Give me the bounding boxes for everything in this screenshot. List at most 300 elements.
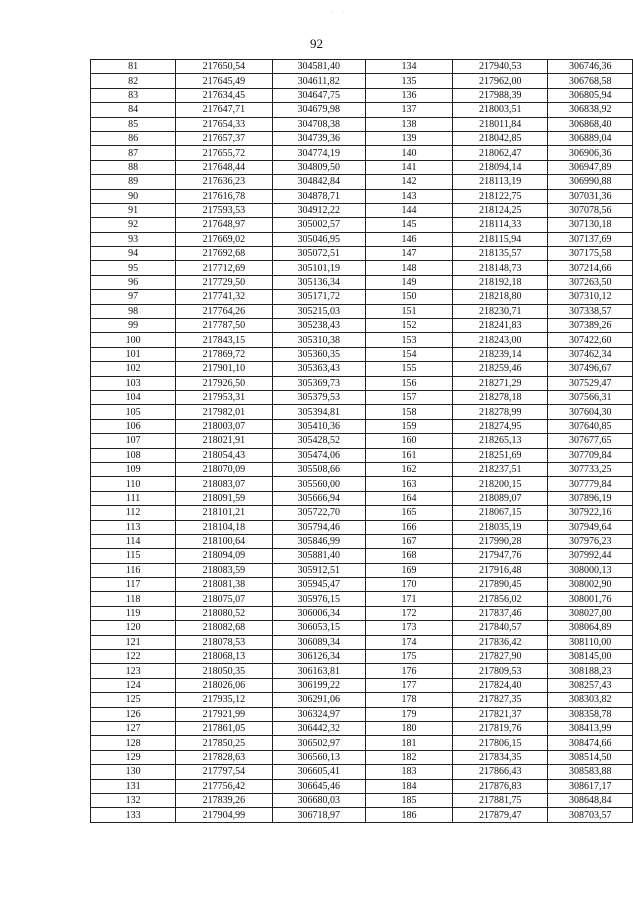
y-coordinate-cell: 305881,40 [272, 549, 365, 563]
point-number-cell: 117 [91, 578, 176, 592]
y-coordinate-cell: 306502,97 [272, 736, 365, 750]
table-row [91, 175, 633, 189]
point-number-cell: 134 [365, 60, 452, 74]
x-coordinate-cell: 217982,01 [176, 405, 272, 419]
x-coordinate-cell: 217827,35 [453, 693, 548, 707]
x-coordinate-cell: 217648,97 [176, 218, 272, 232]
x-coordinate-cell: 217953,31 [176, 390, 272, 404]
x-coordinate-cell: 217834,35 [453, 750, 548, 764]
point-number-cell: 172 [365, 606, 452, 620]
point-number-cell: 158 [365, 405, 452, 419]
y-coordinate-cell: 308001,76 [548, 592, 633, 606]
x-coordinate-cell: 217669,02 [176, 232, 272, 246]
x-coordinate-cell: 217988,39 [453, 88, 548, 102]
y-coordinate-cell: 304647,75 [272, 88, 365, 102]
y-coordinate-cell: 305171,72 [272, 290, 365, 304]
x-coordinate-cell: 217940,53 [453, 60, 548, 74]
point-number-cell: 94 [91, 247, 176, 261]
point-number-cell: 89 [91, 175, 176, 189]
y-coordinate-cell: 304581,40 [272, 60, 365, 74]
table-row [91, 635, 633, 649]
point-number-cell: 105 [91, 405, 176, 419]
y-coordinate-cell: 305945,47 [272, 578, 365, 592]
point-number-cell: 184 [365, 779, 452, 793]
y-coordinate-cell: 306006,34 [272, 606, 365, 620]
x-coordinate-cell: 217890,45 [453, 578, 548, 592]
table-row [91, 750, 633, 764]
coordinates-table-body [91, 60, 633, 823]
point-number-cell: 171 [365, 592, 452, 606]
table-row [91, 117, 633, 131]
y-coordinate-cell: 308257,43 [548, 678, 633, 692]
y-coordinate-cell: 306126,34 [272, 650, 365, 664]
point-number-cell: 129 [91, 750, 176, 764]
point-number-cell: 180 [365, 721, 452, 735]
point-number-cell: 163 [365, 477, 452, 491]
point-number-cell: 143 [365, 189, 452, 203]
y-coordinate-cell: 304611,82 [272, 74, 365, 88]
table-row [91, 434, 633, 448]
point-number-cell: 179 [365, 707, 452, 721]
point-number-cell: 126 [91, 707, 176, 721]
y-coordinate-cell: 305666,94 [272, 491, 365, 505]
y-coordinate-cell: 307604,30 [548, 405, 633, 419]
table-row [91, 290, 633, 304]
x-coordinate-cell: 218251,69 [453, 448, 548, 462]
point-number-cell: 88 [91, 160, 176, 174]
x-coordinate-cell: 218265,13 [453, 434, 548, 448]
point-number-cell: 177 [365, 678, 452, 692]
x-coordinate-cell: 217634,45 [176, 88, 272, 102]
y-coordinate-cell: 306645,46 [272, 779, 365, 793]
x-coordinate-cell: 218274,95 [453, 419, 548, 433]
y-coordinate-cell: 306768,58 [548, 74, 633, 88]
table-row [91, 275, 633, 289]
x-coordinate-cell: 218026,06 [176, 678, 272, 692]
x-coordinate-cell: 217901,10 [176, 362, 272, 376]
y-coordinate-cell: 305394,81 [272, 405, 365, 419]
y-coordinate-cell: 307677,65 [548, 434, 633, 448]
point-number-cell: 132 [91, 793, 176, 807]
y-coordinate-cell: 305794,46 [272, 520, 365, 534]
point-number-cell: 182 [365, 750, 452, 764]
x-coordinate-cell: 218148,73 [453, 261, 548, 275]
x-coordinate-cell: 217787,50 [176, 319, 272, 333]
x-coordinate-cell: 218241,83 [453, 319, 548, 333]
table-row [91, 74, 633, 88]
x-coordinate-cell: 218113,19 [453, 175, 548, 189]
point-number-cell: 86 [91, 131, 176, 145]
y-coordinate-cell: 308617,17 [548, 779, 633, 793]
x-coordinate-cell: 217861,05 [176, 721, 272, 735]
y-coordinate-cell: 306605,41 [272, 765, 365, 779]
point-number-cell: 174 [365, 635, 452, 649]
y-coordinate-cell: 305846,99 [272, 534, 365, 548]
point-number-cell: 167 [365, 534, 452, 548]
y-coordinate-cell: 306805,94 [548, 88, 633, 102]
table-row [91, 793, 633, 807]
y-coordinate-cell: 307733,25 [548, 462, 633, 476]
y-coordinate-cell: 304679,98 [272, 103, 365, 117]
x-coordinate-cell: 218200,15 [453, 477, 548, 491]
x-coordinate-cell: 217921,99 [176, 707, 272, 721]
x-coordinate-cell: 217593,53 [176, 203, 272, 217]
table-row [91, 304, 633, 318]
point-number-cell: 142 [365, 175, 452, 189]
table-row [91, 146, 633, 160]
point-number-cell: 165 [365, 506, 452, 520]
point-number-cell: 85 [91, 117, 176, 131]
y-coordinate-cell: 306163,81 [272, 664, 365, 678]
point-number-cell: 83 [91, 88, 176, 102]
y-coordinate-cell: 305722,70 [272, 506, 365, 520]
y-coordinate-cell: 308188,23 [548, 664, 633, 678]
table-row [91, 362, 633, 376]
y-coordinate-cell: 307214,66 [548, 261, 633, 275]
x-coordinate-cell: 218083,59 [176, 563, 272, 577]
x-coordinate-cell: 217935,12 [176, 693, 272, 707]
x-coordinate-cell: 218122,75 [453, 189, 548, 203]
point-number-cell: 115 [91, 549, 176, 563]
point-number-cell: 175 [365, 650, 452, 664]
x-coordinate-cell: 218054,43 [176, 448, 272, 462]
y-coordinate-cell: 307640,85 [548, 419, 633, 433]
table-row [91, 60, 633, 74]
x-coordinate-cell: 218003,07 [176, 419, 272, 433]
y-coordinate-cell: 307922,16 [548, 506, 633, 520]
point-number-cell: 136 [365, 88, 452, 102]
x-coordinate-cell: 218271,29 [453, 376, 548, 390]
point-number-cell: 138 [365, 117, 452, 131]
table-row [91, 592, 633, 606]
point-number-cell: 107 [91, 434, 176, 448]
y-coordinate-cell: 306718,97 [272, 808, 365, 822]
y-coordinate-cell: 307137,69 [548, 232, 633, 246]
table-row [91, 650, 633, 664]
y-coordinate-cell: 308110,00 [548, 635, 633, 649]
y-coordinate-cell: 304708,38 [272, 117, 365, 131]
y-coordinate-cell: 305360,35 [272, 347, 365, 361]
point-number-cell: 156 [365, 376, 452, 390]
table-row [91, 376, 633, 390]
x-coordinate-cell: 218259,46 [453, 362, 548, 376]
y-coordinate-cell: 305002,57 [272, 218, 365, 232]
y-coordinate-cell: 304739,36 [272, 131, 365, 145]
table-row [91, 563, 633, 577]
x-coordinate-cell: 218021,91 [176, 434, 272, 448]
table-row [91, 491, 633, 505]
y-coordinate-cell: 306324,97 [272, 707, 365, 721]
y-coordinate-cell: 307389,26 [548, 319, 633, 333]
x-coordinate-cell: 217712,69 [176, 261, 272, 275]
table-row [91, 765, 633, 779]
y-coordinate-cell: 308000,13 [548, 563, 633, 577]
x-coordinate-cell: 217843,15 [176, 333, 272, 347]
table-row [91, 261, 633, 275]
point-number-cell: 109 [91, 462, 176, 476]
y-coordinate-cell: 305072,51 [272, 247, 365, 261]
point-number-cell: 157 [365, 390, 452, 404]
x-coordinate-cell: 218237,51 [453, 462, 548, 476]
point-number-cell: 139 [365, 131, 452, 145]
x-coordinate-cell: 217729,50 [176, 275, 272, 289]
table-row [91, 477, 633, 491]
y-coordinate-cell: 305101,19 [272, 261, 365, 275]
y-coordinate-cell: 305474,06 [272, 448, 365, 462]
point-number-cell: 150 [365, 290, 452, 304]
x-coordinate-cell: 217876,83 [453, 779, 548, 793]
x-coordinate-cell: 217648,44 [176, 160, 272, 174]
x-coordinate-cell: 217650,54 [176, 60, 272, 74]
y-coordinate-cell: 305912,51 [272, 563, 365, 577]
x-coordinate-cell: 218100,64 [176, 534, 272, 548]
point-number-cell: 100 [91, 333, 176, 347]
table-row [91, 693, 633, 707]
point-number-cell: 130 [91, 765, 176, 779]
coordinates-table [90, 59, 633, 823]
x-coordinate-cell: 217806,15 [453, 736, 548, 750]
x-coordinate-cell: 218115,94 [453, 232, 548, 246]
x-coordinate-cell: 217926,50 [176, 376, 272, 390]
point-number-cell: 128 [91, 736, 176, 750]
point-number-cell: 152 [365, 319, 452, 333]
point-number-cell: 92 [91, 218, 176, 232]
y-coordinate-cell: 306291,06 [272, 693, 365, 707]
y-coordinate-cell: 304842,84 [272, 175, 365, 189]
table-row [91, 419, 633, 433]
point-number-cell: 96 [91, 275, 176, 289]
point-number-cell: 149 [365, 275, 452, 289]
point-number-cell: 162 [365, 462, 452, 476]
x-coordinate-cell: 218082,68 [176, 621, 272, 635]
y-coordinate-cell: 305369,73 [272, 376, 365, 390]
point-number-cell: 113 [91, 520, 176, 534]
table-row [91, 534, 633, 548]
x-coordinate-cell: 218101,21 [176, 506, 272, 520]
x-coordinate-cell: 218218,80 [453, 290, 548, 304]
y-coordinate-cell: 307031,36 [548, 189, 633, 203]
table-row [91, 88, 633, 102]
y-coordinate-cell: 305428,52 [272, 434, 365, 448]
x-coordinate-cell: 217879,47 [453, 808, 548, 822]
x-coordinate-cell: 218094,09 [176, 549, 272, 563]
y-coordinate-cell: 307175,58 [548, 247, 633, 261]
y-coordinate-cell: 306838,92 [548, 103, 633, 117]
point-number-cell: 123 [91, 664, 176, 678]
table-row [91, 203, 633, 217]
point-number-cell: 110 [91, 477, 176, 491]
y-coordinate-cell: 306906,36 [548, 146, 633, 160]
x-coordinate-cell: 217856,02 [453, 592, 548, 606]
x-coordinate-cell: 218067,15 [453, 506, 548, 520]
x-coordinate-cell: 217839,26 [176, 793, 272, 807]
table-row [91, 664, 633, 678]
y-coordinate-cell: 307422,60 [548, 333, 633, 347]
y-coordinate-cell: 305238,43 [272, 319, 365, 333]
x-coordinate-cell: 218011,84 [453, 117, 548, 131]
x-coordinate-cell: 218081,38 [176, 578, 272, 592]
point-number-cell: 183 [365, 765, 452, 779]
y-coordinate-cell: 306889,04 [548, 131, 633, 145]
x-coordinate-cell: 217840,57 [453, 621, 548, 635]
point-number-cell: 154 [365, 347, 452, 361]
point-number-cell: 118 [91, 592, 176, 606]
y-coordinate-cell: 307992,44 [548, 549, 633, 563]
y-coordinate-cell: 306442,32 [272, 721, 365, 735]
x-coordinate-cell: 218278,99 [453, 405, 548, 419]
y-coordinate-cell: 308145,00 [548, 650, 633, 664]
x-coordinate-cell: 218104,18 [176, 520, 272, 534]
y-coordinate-cell: 304878,71 [272, 189, 365, 203]
x-coordinate-cell: 217819,76 [453, 721, 548, 735]
y-coordinate-cell: 307496,67 [548, 362, 633, 376]
table-row [91, 678, 633, 692]
table-row [91, 218, 633, 232]
table-row [91, 578, 633, 592]
point-number-cell: 82 [91, 74, 176, 88]
point-number-cell: 95 [91, 261, 176, 275]
y-coordinate-cell: 306089,34 [272, 635, 365, 649]
point-number-cell: 141 [365, 160, 452, 174]
point-number-cell: 114 [91, 534, 176, 548]
point-number-cell: 176 [365, 664, 452, 678]
y-coordinate-cell: 308413,99 [548, 721, 633, 735]
point-number-cell: 133 [91, 808, 176, 822]
x-coordinate-cell: 218070,09 [176, 462, 272, 476]
y-coordinate-cell: 307896,19 [548, 491, 633, 505]
point-number-cell: 99 [91, 319, 176, 333]
point-number-cell: 145 [365, 218, 452, 232]
table-row [91, 779, 633, 793]
point-number-cell: 121 [91, 635, 176, 649]
point-number-cell: 159 [365, 419, 452, 433]
y-coordinate-cell: 308358,78 [548, 707, 633, 721]
y-coordinate-cell: 304809,50 [272, 160, 365, 174]
y-coordinate-cell: 308514,50 [548, 750, 633, 764]
point-number-cell: 104 [91, 390, 176, 404]
table-row [91, 621, 633, 635]
y-coordinate-cell: 308703,57 [548, 808, 633, 822]
x-coordinate-cell: 217636,23 [176, 175, 272, 189]
y-coordinate-cell: 306680,03 [272, 793, 365, 807]
table-row [91, 347, 633, 361]
x-coordinate-cell: 217904,99 [176, 808, 272, 822]
y-coordinate-cell: 307566,31 [548, 390, 633, 404]
point-number-cell: 140 [365, 146, 452, 160]
y-coordinate-cell: 306990,88 [548, 175, 633, 189]
x-coordinate-cell: 218035,19 [453, 520, 548, 534]
y-coordinate-cell: 307709,84 [548, 448, 633, 462]
table-row [91, 520, 633, 534]
x-coordinate-cell: 218192,18 [453, 275, 548, 289]
x-coordinate-cell: 218083,07 [176, 477, 272, 491]
x-coordinate-cell: 217797,54 [176, 765, 272, 779]
x-coordinate-cell: 217962,00 [453, 74, 548, 88]
point-number-cell: 124 [91, 678, 176, 692]
point-number-cell: 91 [91, 203, 176, 217]
y-coordinate-cell: 304774,19 [272, 146, 365, 160]
point-number-cell: 135 [365, 74, 452, 88]
x-coordinate-cell: 218089,07 [453, 491, 548, 505]
y-coordinate-cell: 307130,18 [548, 218, 633, 232]
point-number-cell: 101 [91, 347, 176, 361]
x-coordinate-cell: 217657,37 [176, 131, 272, 145]
x-coordinate-cell: 218114,33 [453, 218, 548, 232]
table-row [91, 549, 633, 563]
table-row [91, 405, 633, 419]
point-number-cell: 81 [91, 60, 176, 74]
point-number-cell: 151 [365, 304, 452, 318]
page-number: 92 [310, 36, 323, 51]
x-coordinate-cell: 218124,25 [453, 203, 548, 217]
x-coordinate-cell: 217764,26 [176, 304, 272, 318]
y-coordinate-cell: 306947,89 [548, 160, 633, 174]
point-number-cell: 112 [91, 506, 176, 520]
x-coordinate-cell: 218062,47 [453, 146, 548, 160]
x-coordinate-cell: 218003,51 [453, 103, 548, 117]
y-coordinate-cell: 307310,12 [548, 290, 633, 304]
y-coordinate-cell: 305410,36 [272, 419, 365, 433]
y-coordinate-cell: 307462,34 [548, 347, 633, 361]
point-number-cell: 147 [365, 247, 452, 261]
point-number-cell: 186 [365, 808, 452, 822]
point-number-cell: 168 [365, 549, 452, 563]
y-coordinate-cell: 305046,95 [272, 232, 365, 246]
point-number-cell: 98 [91, 304, 176, 318]
y-coordinate-cell: 305560,00 [272, 477, 365, 491]
point-number-cell: 160 [365, 434, 452, 448]
point-number-cell: 153 [365, 333, 452, 347]
point-number-cell: 90 [91, 189, 176, 203]
point-number-cell: 161 [365, 448, 452, 462]
y-coordinate-cell: 305215,03 [272, 304, 365, 318]
x-coordinate-cell: 217916,48 [453, 563, 548, 577]
table-row [91, 247, 633, 261]
point-number-cell: 84 [91, 103, 176, 117]
y-coordinate-cell: 307949,64 [548, 520, 633, 534]
y-coordinate-cell: 308002,90 [548, 578, 633, 592]
y-coordinate-cell: 307779,84 [548, 477, 633, 491]
point-number-cell: 87 [91, 146, 176, 160]
point-number-cell: 181 [365, 736, 452, 750]
y-coordinate-cell: 306560,13 [272, 750, 365, 764]
x-coordinate-cell: 217645,49 [176, 74, 272, 88]
x-coordinate-cell: 217692,68 [176, 247, 272, 261]
table-row [91, 506, 633, 520]
x-coordinate-cell: 217836,42 [453, 635, 548, 649]
y-coordinate-cell: 305508,66 [272, 462, 365, 476]
table-row [91, 160, 633, 174]
point-number-cell: 103 [91, 376, 176, 390]
y-coordinate-cell: 307263,50 [548, 275, 633, 289]
x-coordinate-cell: 218243,00 [453, 333, 548, 347]
table-row [91, 390, 633, 404]
y-coordinate-cell: 308474,66 [548, 736, 633, 750]
y-coordinate-cell: 305379,53 [272, 390, 365, 404]
y-coordinate-cell: 306053,15 [272, 621, 365, 635]
scan-artifact-dots: · · [330, 8, 349, 16]
x-coordinate-cell: 218075,07 [176, 592, 272, 606]
x-coordinate-cell: 217850,25 [176, 736, 272, 750]
x-coordinate-cell: 217947,76 [453, 549, 548, 563]
table-row [91, 721, 633, 735]
x-coordinate-cell: 217828,63 [176, 750, 272, 764]
x-coordinate-cell: 218042,85 [453, 131, 548, 145]
x-coordinate-cell: 217821,37 [453, 707, 548, 721]
x-coordinate-cell: 217869,72 [176, 347, 272, 361]
y-coordinate-cell: 308583,88 [548, 765, 633, 779]
point-number-cell: 148 [365, 261, 452, 275]
